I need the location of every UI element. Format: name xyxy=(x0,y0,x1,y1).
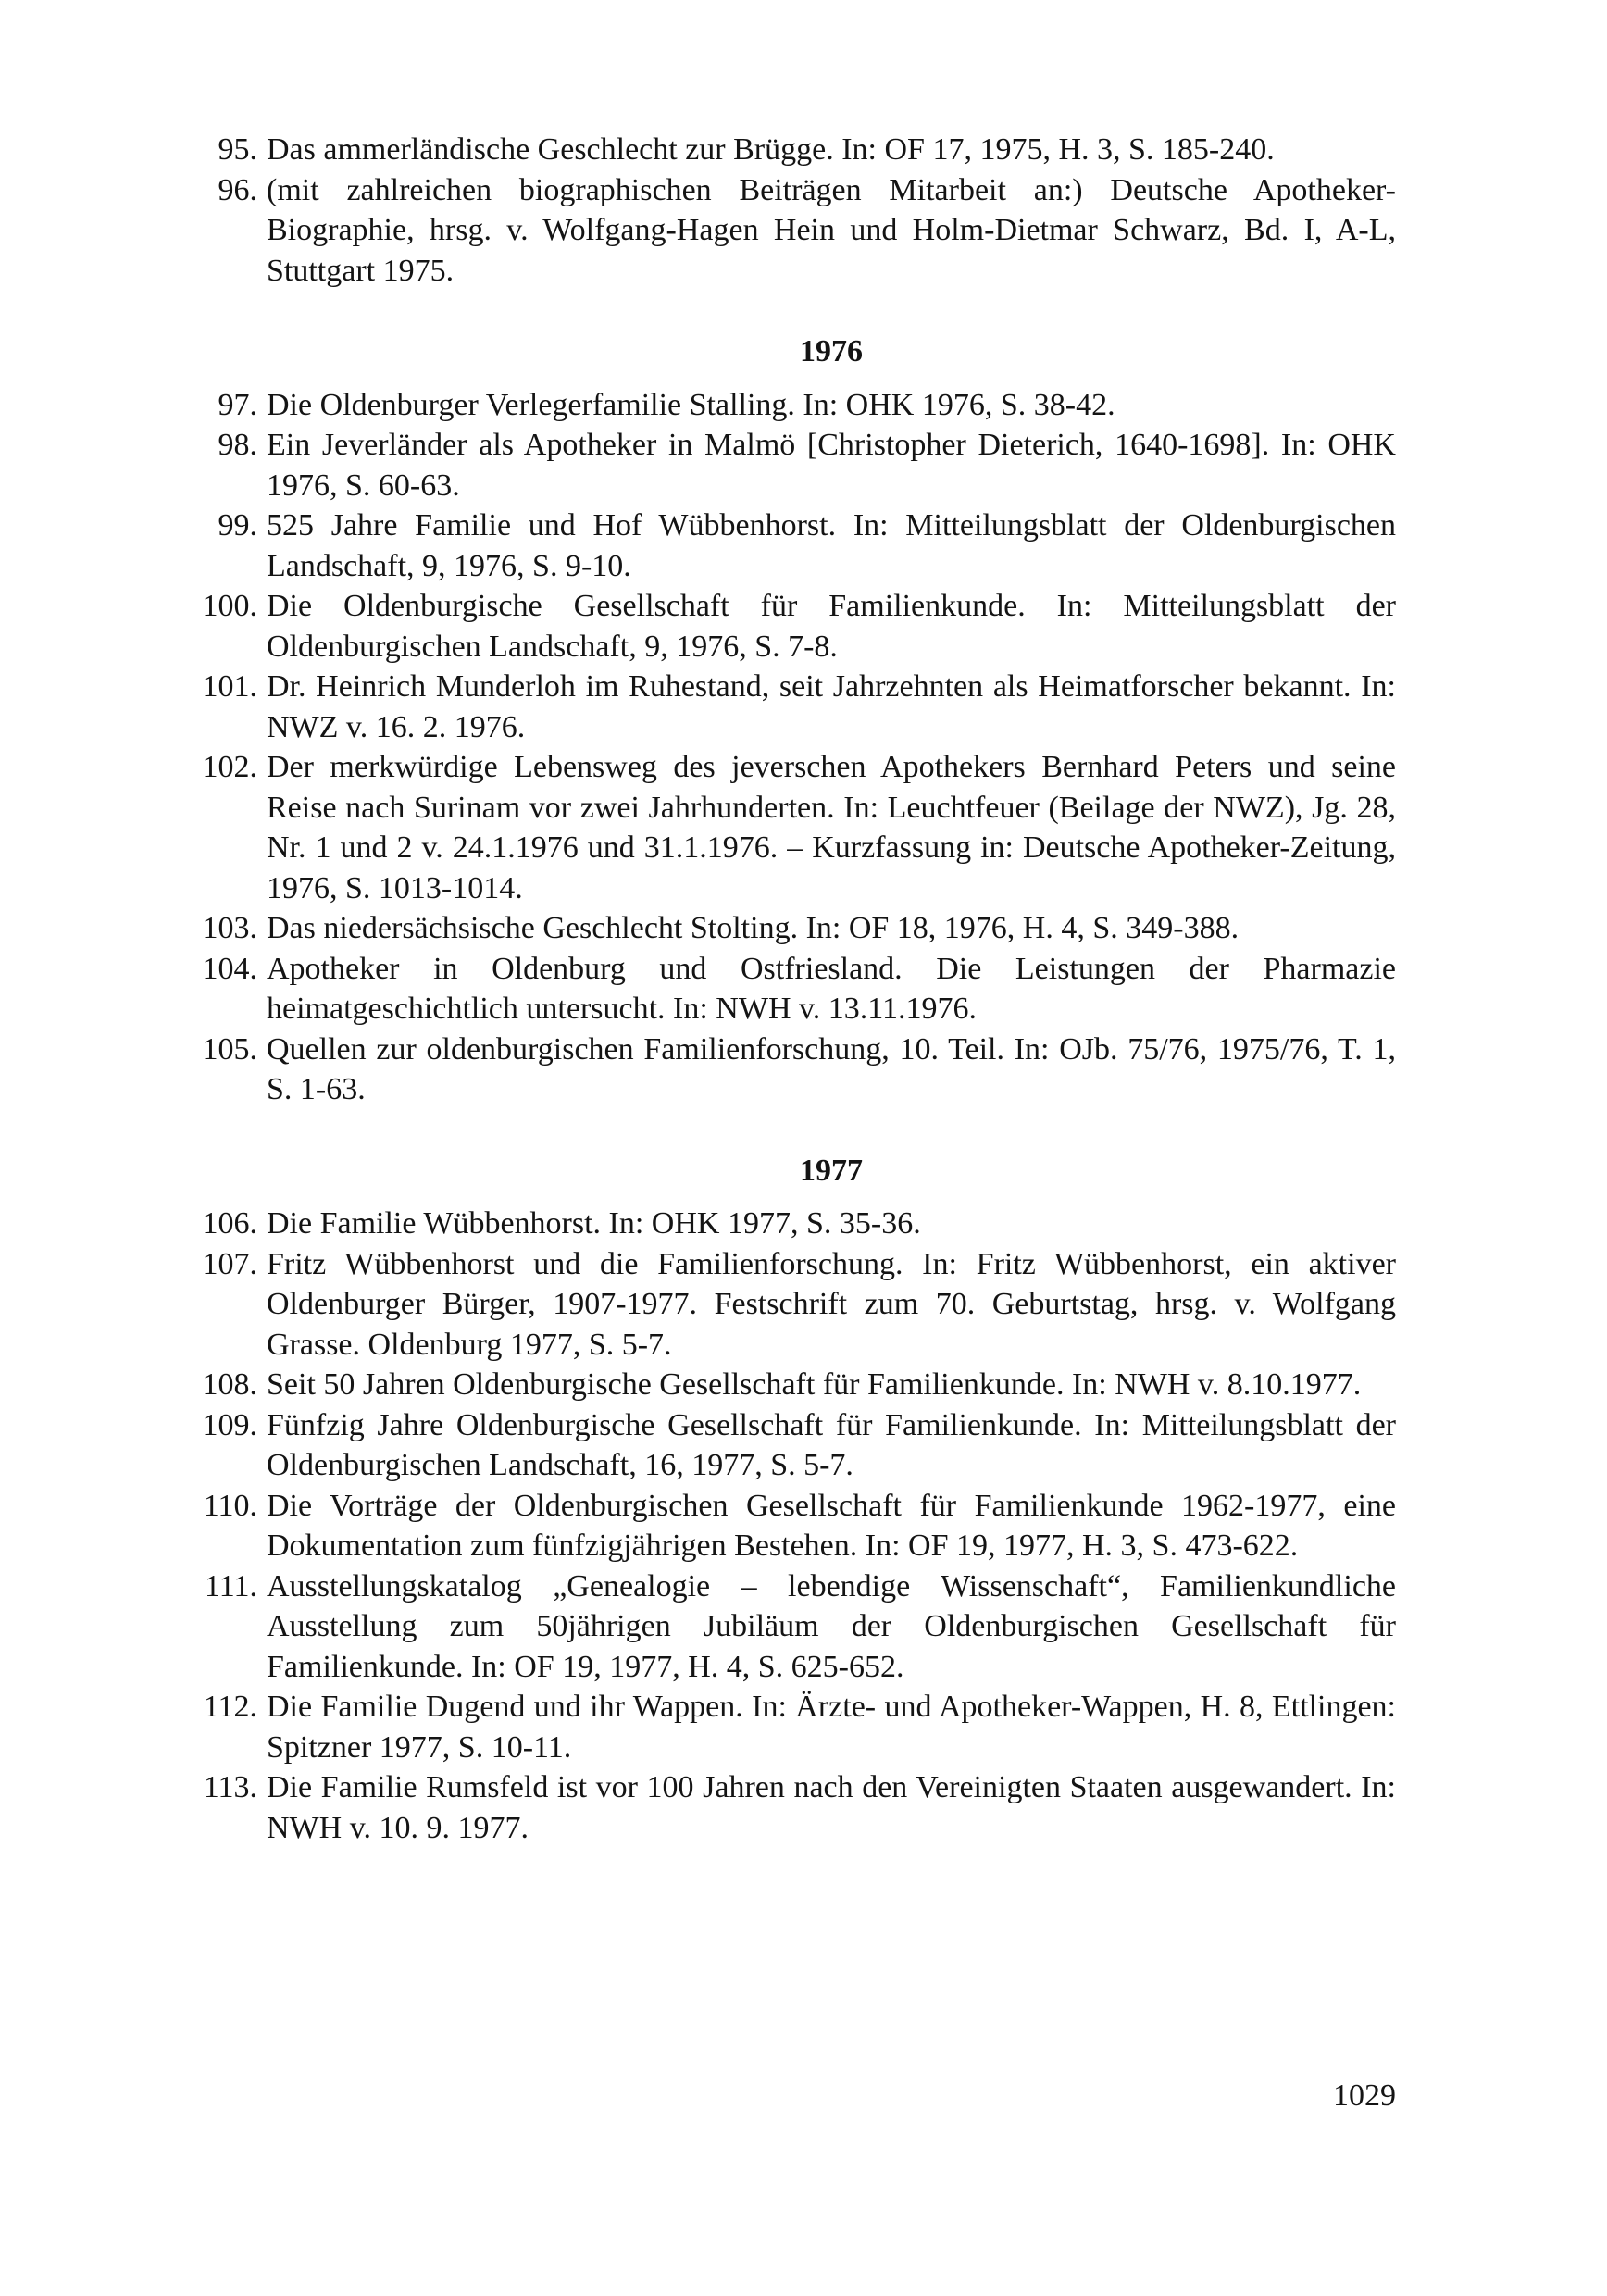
entry-text: (mit zahlreichen biographischen Beiträgen Mitarbeit an:) Deutsche Apotheker-Biographie, hrsg. v. Wolfgang-Hagen Hein und Holm-Dietmar Schwarz, Bd. I, A-L, Stuttgart 1975. xyxy=(267,172,1396,288)
bibliography-entry-113 xyxy=(189,1767,1396,1848)
entry-text: Die Oldenburgische Gesellschaft für Familienkunde. In: Mitteilungsblatt der Oldenburgischen Landschaft, 9, 1976, S. 7-8. xyxy=(267,589,1396,664)
bibliography-entry-102 xyxy=(189,747,1396,908)
entry-number: 112. xyxy=(203,1690,257,1724)
bibliography-entry-97 xyxy=(189,385,1396,426)
bibliography-entry-108 xyxy=(189,1365,1396,1405)
entry-text: Fünfzig Jahre Oldenburgische Gesellschaft für Familienkunde. In: Mitteilungsblatt der Oldenburgischen Landschaft, 16, 1977, S. 5-7. xyxy=(267,1407,1396,1482)
section-1975-continued xyxy=(189,130,1396,291)
year-heading-1976: 1976 xyxy=(800,334,863,368)
year-heading-1977: 1977 xyxy=(800,1153,863,1188)
entry-text: Ein Jeverländer als Apotheker in Malmö [Christopher Dieterich, 1640-1698]. In: OHK 1976, S. 60-63. xyxy=(267,428,1396,503)
entry-number: 106. xyxy=(202,1206,257,1241)
entry-number: 109. xyxy=(202,1407,257,1442)
entry-text: Die Familie Rumsfeld ist vor 100 Jahren nach den Vereinigten Staaten ausgewandert. In: NWH v. 10. 9. 1977. xyxy=(267,1770,1396,1845)
bibliography-entry-112 xyxy=(189,1687,1396,1767)
entry-text: Apotheker in Oldenburg und Ostfriesland. Die Leistungen der Pharmazie heimatgeschichtlich untersucht. In: NWH v. 13.11.1976. xyxy=(267,951,1396,1026)
entry-text: Die Vorträge der Oldenburgischen Gesellschaft für Familienkunde 1962-1977, eine Dokumentation zum fünfzigjährigen Bestehen. In: OF 19, 1977, H. 3, S. 473-622. xyxy=(267,1488,1396,1563)
bibliography-entry-95 xyxy=(189,130,1396,170)
entry-number: 103. xyxy=(202,911,257,945)
entry-number: 105. xyxy=(202,1031,257,1067)
entry-number: 104. xyxy=(202,951,257,986)
entry-text: Der merkwürdige Lebensweg des jeverschen Apothekers Bernhard Peters und seine Reise nach Surinam vor zwei Jahrhunderten. In: Leuchtfeuer (Beilage der NWZ), Jg. 28, Nr. 1 und 2 v. 24.1.1976 und 31.1.1976. – Kurzfassung in: Deutsche Apotheker-Zeitung, 1976, S. 1013-1014. xyxy=(267,750,1396,905)
entry-number: 107. xyxy=(202,1246,257,1281)
entry-number: 95. xyxy=(218,132,257,167)
bibliography-entry-103 xyxy=(189,908,1396,949)
bibliography-entry-110 xyxy=(189,1486,1396,1566)
entry-text: Die Familie Wübbenhorst. In: OHK 1977, S. 35-36. xyxy=(267,1206,921,1241)
entry-text: Die Familie Dugend und ihr Wappen. In: Ärzte- und Apotheker-Wappen, H. 8, Ettlingen: Spitzner 1977, S. 10-11. xyxy=(267,1690,1396,1765)
entry-text: Quellen zur oldenburgischen Familienforschung, 10. Teil. In: OJb. 75/76, 1975/76, T. 1, S. 1-63. xyxy=(267,1031,1396,1106)
entry-number: 99. xyxy=(218,508,257,543)
entry-text: 525 Jahre Familie und Hof Wübbenhorst. In: Mitteilungsblatt der Oldenburgischen Landschaft, 9, 1976, S. 9-10. xyxy=(267,508,1396,583)
section-1977 xyxy=(189,1151,1396,1849)
entry-number: 96. xyxy=(218,172,257,207)
entry-text: Seit 50 Jahren Oldenburgische Gesellschaft für Familienkunde. In: NWH v. 8.10.1977. xyxy=(267,1367,1362,1402)
bibliography-entry-111 xyxy=(189,1566,1396,1688)
bibliography-entry-98 xyxy=(189,425,1396,505)
entry-number: 101. xyxy=(202,669,257,704)
entry-number: 113. xyxy=(203,1770,257,1804)
bibliography-entry-109 xyxy=(189,1405,1396,1486)
bibliography-entry-96 xyxy=(189,170,1396,292)
section-1976 xyxy=(189,331,1396,1110)
entry-number: 110. xyxy=(203,1488,257,1523)
bibliography-entry-100 xyxy=(189,586,1396,667)
bibliography-entry-101 xyxy=(189,667,1396,747)
entry-number: 97. xyxy=(218,387,257,422)
entry-text: Das niedersächsische Geschlecht Stolting. In: OF 18, 1976, H. 4, S. 349-388. xyxy=(267,911,1240,945)
bibliography-entry-106 xyxy=(189,1204,1396,1244)
bibliography-entry-99 xyxy=(189,505,1396,586)
entry-number: 108. xyxy=(202,1367,257,1402)
entry-text: Dr. Heinrich Munderloh im Ruhestand, seit Jahrzehnten als Heimatforscher bekannt. In: NWZ v. 16. 2. 1976. xyxy=(267,669,1396,744)
bibliography-entry-104 xyxy=(189,949,1396,1029)
entry-number: 102. xyxy=(202,750,257,784)
page-number: 1029 xyxy=(1333,2078,1396,2113)
bibliography-entry-107 xyxy=(189,1244,1396,1366)
entry-text: Fritz Wübbenhorst und die Familienforschung. In: Fritz Wübbenhorst, ein aktiver Oldenburger Bürger, 1907-1977. Festschrift zum 70. Geburtstag, hrsg. v. Wolfgang Grasse. Oldenburg 1977, S. 5-7. xyxy=(267,1246,1396,1362)
document-page xyxy=(189,130,1396,1848)
bibliography-entry-105 xyxy=(189,1029,1396,1110)
entry-text: Das ammerländische Geschlecht zur Brügge. In: OF 17, 1975, H. 3, S. 185-240. xyxy=(267,132,1275,167)
entry-number: 98. xyxy=(218,428,257,462)
entry-number: 100. xyxy=(202,589,257,623)
entry-text: Ausstellungskatalog „Genealogie – lebendige Wissenschaft“, Familienkundliche Ausstellung zum 50jährigen Jubiläum der Oldenburgischen Gesellschaft für Familienkunde. In: OF 19, 1977, H. 4, S. 625-652. xyxy=(267,1568,1396,1684)
entry-number: 111. xyxy=(205,1568,257,1603)
entry-text: Die Oldenburger Verlegerfamilie Stalling. In: OHK 1976, S. 38-42. xyxy=(267,387,1115,422)
